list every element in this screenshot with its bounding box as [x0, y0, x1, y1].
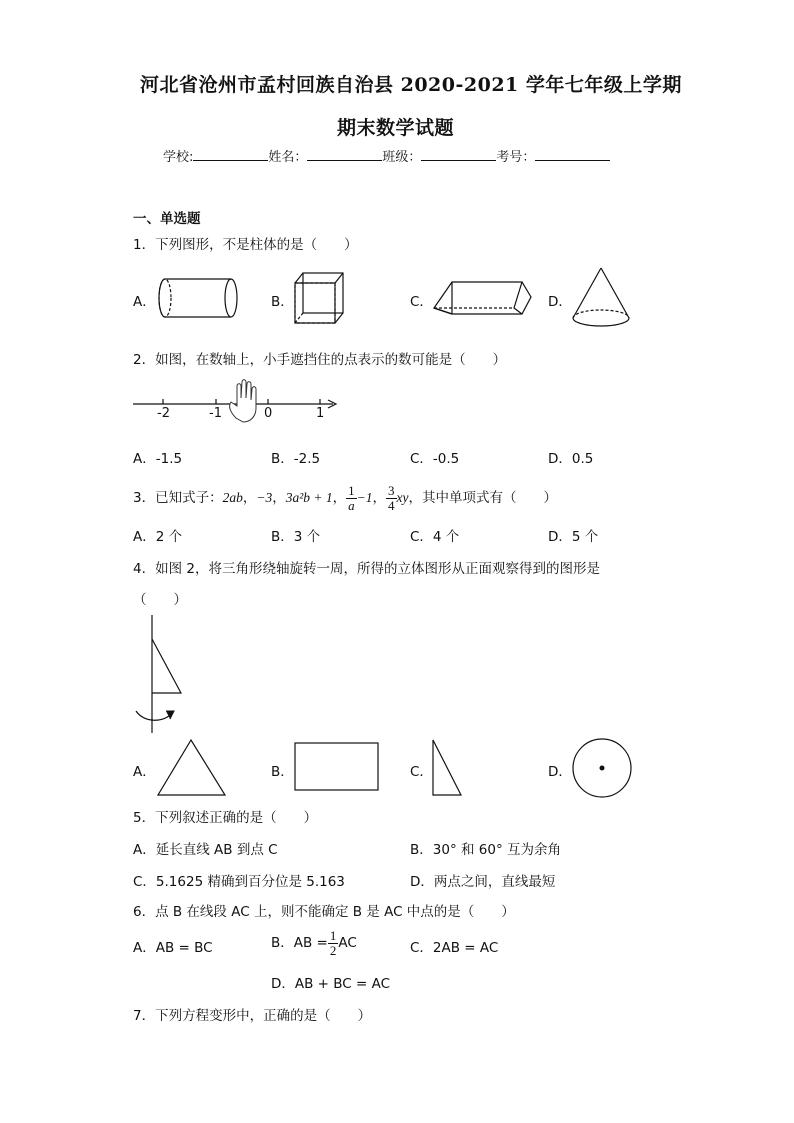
- q3-option-b[interactable]: B．3 个: [271, 529, 321, 545]
- q1-option-c[interactable]: C．: [410, 294, 433, 310]
- q3-expr5-tail: xy: [396, 490, 409, 505]
- q5-option-c[interactable]: C．5.1625 精确到百分位是 5.163: [133, 874, 345, 890]
- q1-stem: 1．下列图形，不是柱体的是（ ）: [133, 237, 358, 253]
- name-label: 姓名：: [268, 150, 308, 165]
- exam-no-blank[interactable]: [535, 148, 610, 161]
- q2-option-a[interactable]: A．-1.5: [133, 451, 183, 467]
- triangle-figure: [156, 738, 228, 798]
- q1-option-b[interactable]: B．: [271, 294, 294, 310]
- q3-expr1: 2ab: [222, 490, 243, 505]
- q3-expr2: −3: [256, 490, 273, 505]
- class-blank[interactable]: [421, 148, 496, 161]
- right-triangle-figure: [431, 738, 465, 798]
- q5-option-a[interactable]: A．延长直线 AB 到点 C: [133, 842, 278, 858]
- q3-stem: 3．已知式子：2ab，−3，3a²b + 1， $\frac{1}{a}$ −1， $\frac{3}{4}$ xy，其中单项式有（ ）: [133, 482, 557, 513]
- axis-label-0: 0: [264, 406, 273, 421]
- axis-label-neg2: -2: [157, 406, 170, 421]
- q6-option-b-tail: AC: [338, 935, 357, 951]
- name-blank[interactable]: [307, 148, 382, 161]
- q2-option-d[interactable]: D．0.5: [548, 451, 594, 467]
- q6-option-b[interactable]: [271, 926, 357, 960]
- q3-option-c[interactable]: C．4 个: [410, 529, 460, 545]
- q3-stem-prefix: 3．已知式子：: [133, 490, 223, 506]
- q5-stem: 5．下列叙述正确的是（ ）: [133, 810, 318, 826]
- rotation-triangle-figure: [130, 615, 190, 735]
- q4-stem: 4．如图 2，将三角形绕轴旋转一周，所得的立体图形从正面观察得到的图形是: [133, 561, 600, 577]
- q3-frac-3-over-4: $\frac{3}{4}$: [388, 482, 395, 513]
- q6-option-a[interactable]: A．AB = BC: [133, 940, 213, 956]
- cone-figure: [570, 266, 632, 328]
- circle-with-center-figure: [571, 737, 633, 799]
- triangular-prism-figure: [432, 278, 532, 318]
- section-title: 一、单选题: [133, 211, 201, 227]
- q6-stem: 6．点 B 在线段 AC 上，则不能确定 B 是 AC 中点的是（ ）: [133, 904, 515, 920]
- q6-option-b-prefix: B．AB =: [271, 935, 328, 951]
- q2-option-c[interactable]: C．-0.5: [410, 451, 460, 467]
- cylinder-figure: [155, 276, 240, 321]
- q4-option-d[interactable]: D．: [548, 764, 572, 780]
- q3-expr3: 3a²b + 1: [285, 490, 333, 505]
- q3-option-a[interactable]: A．2 个: [133, 529, 183, 545]
- q3-expr4-tail: −1: [356, 490, 373, 505]
- q1-option-d[interactable]: D．: [548, 294, 572, 310]
- axis-label-neg1: -1: [209, 406, 222, 421]
- class-label: 班级：: [382, 150, 422, 165]
- q3-stem-suffix: ，其中单项式有（ ）: [408, 490, 557, 506]
- q3-option-d[interactable]: D．5 个: [548, 529, 599, 545]
- q3-frac-1-over-a: $\frac{1}{a}$: [348, 482, 355, 513]
- student-info-row: [163, 146, 610, 165]
- q4-option-b[interactable]: B．: [271, 764, 294, 780]
- q6-frac-one-half: $\frac{1}{2}$: [329, 927, 337, 958]
- q6-option-d[interactable]: D．AB + BC = AC: [271, 976, 391, 992]
- q5-option-d[interactable]: D．两点之间，直线最短: [410, 874, 556, 890]
- q7-stem: 7．下列方程变形中，正确的是（ ）: [133, 1008, 372, 1024]
- hand-icon: [230, 380, 256, 422]
- q2-option-b[interactable]: B．-2.5: [271, 451, 321, 467]
- q1-option-a[interactable]: A．: [133, 294, 156, 310]
- q2-stem: 2．如图，在数轴上，小手遮挡住的点表示的数可能是（ ）: [133, 352, 507, 368]
- q4-stem-line2: （ ）: [133, 592, 187, 608]
- q4-option-a[interactable]: A．: [133, 764, 156, 780]
- school-blank[interactable]: [193, 148, 268, 161]
- exam-no-label: 考号：: [496, 150, 536, 165]
- rectangle-figure: [294, 742, 380, 792]
- q6-option-c[interactable]: C．2AB = AC: [410, 940, 499, 956]
- page-title-line2: 期末数学试题: [337, 117, 455, 139]
- q4-option-c[interactable]: C．: [410, 764, 433, 780]
- page-title-line1: 河北省沧州市孟村回族自治县 2020-2021 学年七年级上学期: [140, 74, 682, 96]
- q5-option-b[interactable]: B．30° 和 60° 互为余角: [410, 842, 561, 858]
- cube-figure: [293, 271, 349, 327]
- school-label: 学校:: [163, 150, 194, 165]
- axis-label-1: 1: [316, 406, 325, 421]
